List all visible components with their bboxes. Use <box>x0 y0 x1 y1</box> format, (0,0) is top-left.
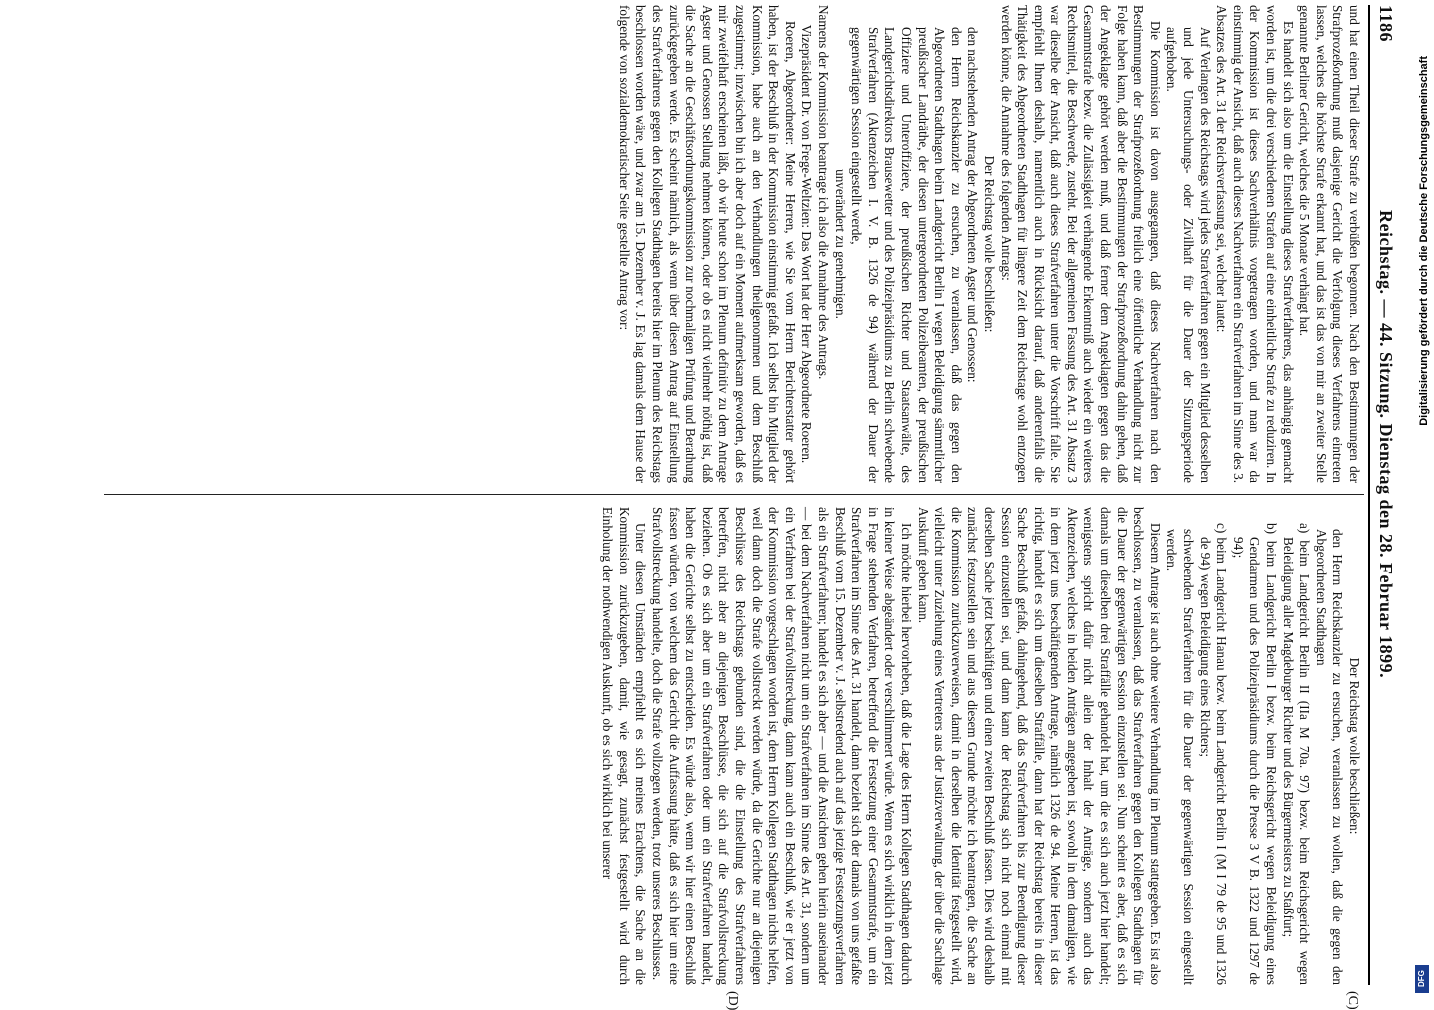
header-title: Reichstag. — 44. Sitzung. Dienstag den 28. Februar 1899. <box>1376 210 1396 679</box>
speech-paragraph: Ich möchte hierbei hervorheben, daß die Lage des Herrn Kollegen Stadthagen dadurch in keiner Weise abgeändert oder verschlimmert würde. Wenn es sich wirklich in dem jetzt in Frage stehenden Verfahren, betreffend die Festsetzung einer Gesammtstrafe, um ein Strafverfahren im Sinne des Art. 31 handelt, dann bezieht sich der damals von uns gefaßte Beschluß vom 15. Dezember v. J. selbstredend auch auf das jetzige Festsetzungsverfahren als ein Strafverfahren; handelt es sich aber — und die Ansichten gehen hierin auseinander — bei dem Nachverfahren nicht um ein Strafverfahren im Sinne des Art. 31, sondern um ein Verfahren bei der Strafvollstreckung, dann kann auch ein Beschluß, wie er jetzt von der Kommission vorgeschlagen worden ist, dem Herrn Kollegen Stadthagen nichts helfen, weil dann doch die Strafe vollstreckt werden würde, da die Gerichte nur an diejenigen Beschlüsse des Reichstags gebunden sind, die die Einstellung des Strafverfahrens betreffen, nicht aber an diejenigen Beschlüsse, die sich auf die Strafvollstreckung beziehen. Ob es sich aber um ein Strafverfahren oder um ein Strafverfahren handelt, haben die Gerichte selbst zu entscheiden. Es würde also, wenn wir hier einen Beschluß fassen würden, von welchem das Gericht die Auffassung hätte, daß es sich hier um eine Strafvollstreckung handelte, doch die Strafe vollzogen werden, trotz unseres Beschlusses. <box>650 507 914 985</box>
paragraph: und hat einen Theil dieser Strafe zu verbüßen begonnen. Nach den Bestimmungen der Strafprozeßordnung muß dasjenige Gericht die Verfolgung dieses Verfahrens eintreten lassen, welches die höchste Strafe erkannt hat, und das ist das von mir an zweiter Stelle genannte Berliner Gericht, welches die 5 Monate verhängt hat. <box>1297 5 1362 483</box>
motion-text: den Herrn Reichskanzler zu ersuchen, veranlassen zu wollen, daß die gegen den Abgeordneten Stadthagen <box>1313 529 1346 985</box>
margin-marker-d: (D) <box>725 991 740 1010</box>
speech-paragraph: Unter diesen Umständen empfiehlt es sich meines Erachtens, die Sache an die Kommission zurückzugeben, damit, wie gesagt, zunächst festgestellt wird durch Einholung der nothwendigen Auskunft, ob es sich wirklich bei unserer <box>600 507 649 985</box>
footer-text: Digitalisierung gefördert durch die Deutsche Forschungsgemeinschaft <box>1418 56 1430 426</box>
column-divider <box>104 494 1364 495</box>
motion-item-a: a) beim Landgericht Berlin II (IIa M 70a. 97) bezw. beim Reichsgericht wegen Beleidigung aller Magdeburger Richter und des Bürgermeisters zu Staßfurt; <box>1280 523 1313 985</box>
quoted-article: Auf Verlangen des Reichstags wird jedes Strafverfahren gegen ein Mitglied desselben und jede Untersuchungs- oder Zivilhaft für die Dauer der Sitzungsperiode aufgehoben. <box>1164 27 1213 483</box>
page-number: 1186 <box>1376 5 1396 43</box>
motion-quote: den Herrn Reichskanzler zu ersuchen, zu veranlassen, daß das gegen den Abgeordneten Stadthagen beim Landgericht Berlin I wegen Beleidigung sämmtlicher preußischer Landräthe, der diesen untergeordneten Polizeibeamten, der preußischen Offiziere und Unteroffiziere, der preußischen Richter und Staatsanwälte, des Landgerichtsdirektors Brausewetter und des Polizeipräsidiums zu Berlin schwebende Strafverfahren (Aktenzeichen I. V. B. 1326 de 94) während der Dauer der gegenwärtigen Session eingestellt werde, <box>849 27 964 483</box>
speech-paragraph: Diesem Antrage ist auch ohne weitere Verhandlung im Plenum stattgegeben. Es ist also beschlossen, zu veranlassen, daß das Strafverfahren gegen den Kollegen Stadthagen für die Dauer der gegenwärtigen Session einzustellen sei. Nun scheint es aber, daß es sich damals um dieselben drei Straffälle gehandelt hat, um die es sich auch jetzt hier handelt; wenigstens spricht dafür nicht allein der Inhalt der Anträge, sondern auch das Aktenzeichen, welches in beiden Anträgen angegeben ist, sowohl in dem damaligen, wie in dem jetzt uns beschäftigenden Antrage, nämlich 1326 de 94. Meine Herren, ist das richtig, handelt es sich um dieselben Straffälle, dann hat der Reichstag bereits in dieser Sache Beschluß gefaßt, dahingehend, daß das Strafverfahren bis zur Beendigung dieser Session einzustellen sei, und dann kann der Reichstag sich nicht noch einmal mit derselben Sache jetzt beschäftigen und einen zweiten Beschluß fassen. Dies wird deshalb zunächst festzustellen sein und aus diesem Grunde möchte ich beantragen, die Sache an die Kommission zurückzuverweisen, damit in derselben die Identität festgestellt wird, vielleicht unter Zuziehung eines Vertreters aus der Justizverwaltung, der über die Sachlage Auskunft geben kann. <box>915 507 1163 985</box>
margin-marker-c: (C) <box>1345 991 1360 1010</box>
motion-heading: Der Reichstag wolle beschließen: <box>981 155 997 333</box>
paragraph: Die Kommission ist davon ausgegangen, daß dieses Nachverfahren nach den Bestimmungen der Strafprozeßordnung freilich eine öffentliche Verhandlung nicht zur Folge haben kann, daß aber die Bestimmungen der Strafprozeßordnung dahin gehen, daß der Angeklagte gehört werden muß, und daß ferner dem Angeklagten gegen das die Gesammtstrafe bezw. die Zulässigkeit verhängende Erkenntniß auch wieder ein weiteres Rechtsmittel, die Beschwerde, zusteht. Bei der allgemeinen Fassung des Art. 31 Absatz 3 war dieselbe der Ansicht, daß auch dieses Strafverfahren unter die Vorschrift falle. Sie empfiehlt Ihnen deshalb, namentlich auch in Rücksicht darauf, daß anderenfalls die Thätigkeit des Abgeordneten Stadthagen für längere Zeit dem Reichstage wohl entzogen werden könne, die Annahme des folgenden Antrags: <box>998 5 1163 483</box>
page-header <box>1368 5 1400 985</box>
motion-item-b: b) beim Landgericht Berlin I bezw. beim Reichsgericht wegen Beleidigung eines Gendarmen und des Polizeipräsidiums durch die Presse 3 V B. 1322 und 1297 de 94); <box>1230 523 1280 985</box>
motion-heading: Der Reichstag wolle beschließen: <box>1347 657 1362 835</box>
left-column <box>615 5 1362 483</box>
rotated-document-sheet <box>100 5 1400 1010</box>
motion-item-c: c) beim Landgericht Hanau bezw. beim Landgericht Berlin I (M I 79 de 95 und 1326 de 94) wegen Beleidigung eines Richters; <box>1197 523 1230 985</box>
motion-closing: schwebenden Strafverfahren für die Dauer der gegenwärtigen Session eingestellt werden. <box>1164 529 1197 985</box>
speaker-line: Vizepräsident Dr. von Frege-Weltzien: Das Wort hat der Herr Abgeordnete Roeren. <box>799 24 815 464</box>
right-column <box>599 507 1362 985</box>
paragraph: Namens der Kommission beantrage ich also die Annahme des Antrags. <box>816 5 831 380</box>
paragraph: Es handelt sich also um die Einstellung dieses Strafverfahrens, das anhängig gemacht worden ist, um die drei verschiedenen Strafen auf eine einheitliche Strafe zu reduziren. In der Kommission ist dieses Sachverhältnis vorgetragen worden, und man war da einstimmig der Ansicht, daß auch dieses Nachverfahren ein Strafverfahren im Sinne des 3. Absatzes des Art. 31 der Reichsverfassung sei, welcher lautet: <box>1214 5 1296 483</box>
speech-paragraph: Roeren, Abgeordneter: Meine Herren, wie Sie vom Herrn Berichterstatter gehört haben, ist der Beschluß in der Kommission einstimmig gefaßt. Ich selbst bin Mitglied der Kommission, habe auch an den Verhandlungen theilgenommen und dem Beschluß zugestimmt; inzwischen bin ich aber doch auf ein Moment aufmerksam geworden, daß es mir zweifelhaft erscheinen läßt, ob wir heute schon im Plenum definitiv zu dem Antrage Agster und Genossen Stellung nehmen können, oder ob es nicht vielmehr nöthig ist, daß die Sache an die Geschäftsordnungskommission zur nochmaligen Prüfung und Berathung zurückgegeben werde. Es scheint nämlich, als wenn über diesen Antrag auf Einstellung des Strafverfahrens gegen den Kollegen Stadthagen bereits hier im Plenum des Reichstags beschlossen worden wäre, und zwar am 15. Dezember v. J. Es lag damals dem Hause der folgende von sozialdemokratischer Seite gestellte Antrag vor: <box>616 5 798 483</box>
digitization-footer <box>1404 0 1434 1000</box>
motion-text: den nachstehenden Antrag der Abgeordneten Agster und Genossen: <box>965 27 981 383</box>
motion-closing: unverändert zu genehmigen. <box>832 169 848 319</box>
dfg-logo: DFG <box>1415 965 1429 993</box>
